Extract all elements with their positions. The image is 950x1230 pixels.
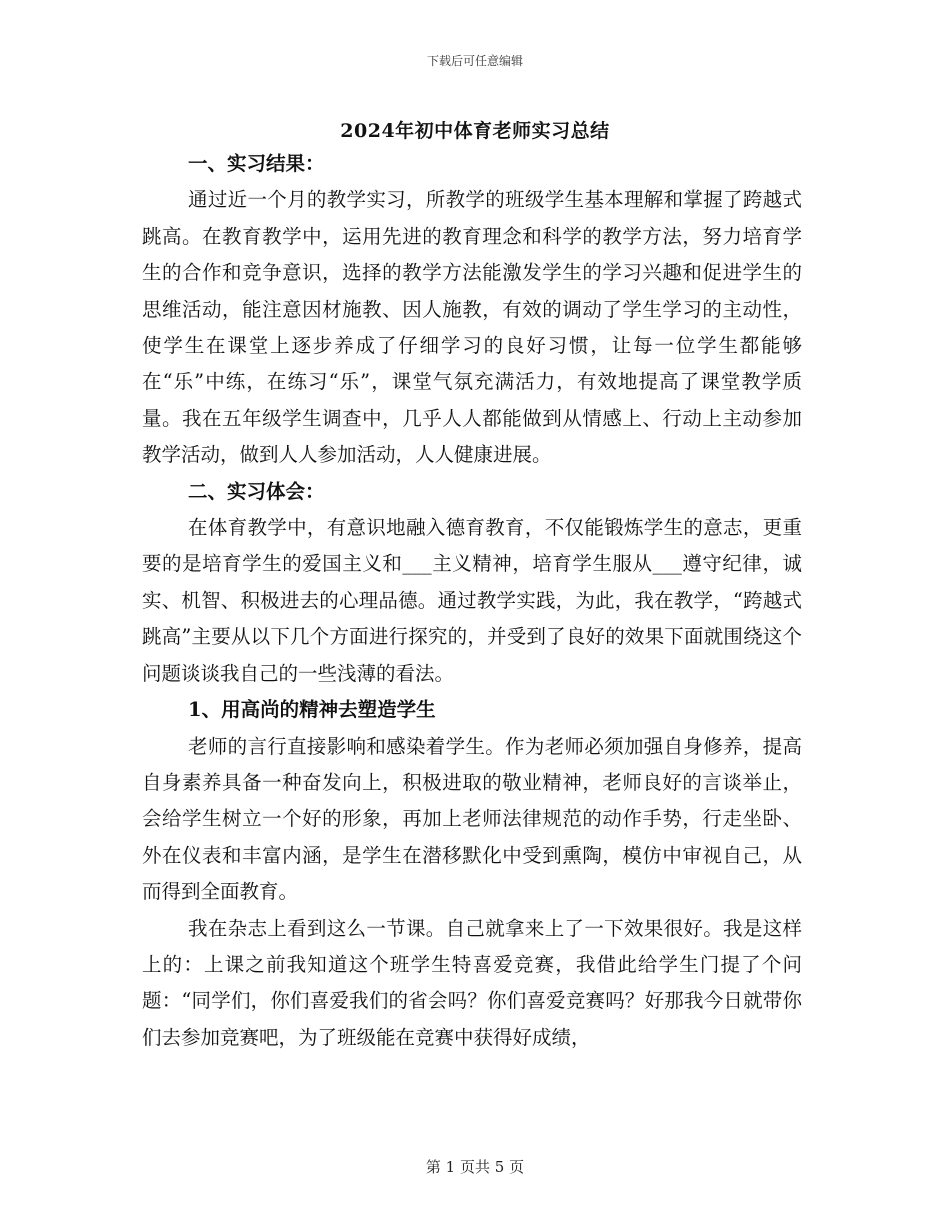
paragraph-lesson-example: 我在杂志上看到这么一节课。自己就拿来上了一下效果很好。我是这样上的：上课之前我知道这个班学生特喜爱竞赛，我借此给学生门提了个问题：“同学们，你们喜爱我们的省会吗？你们喜爱竞赛吗？好那我今日就带你们去参加竞赛吧，为了班级能在竞赛中获得好成绩， — [142, 916, 802, 1049]
paragraph-experience: 在体育教学中，有意识地融入德育教育，不仅能锻炼学生的意志，更重要的是培育学生的爱国主义和___主义精神，培育学生服从___遵守纪律，诚实、机智、积极进去的心理品德。通过教学实践，为此，我在教学，“跨越式跳高”主要从以下几个方面进行探究的，并受到了良好的效果下面就围绕这个问题谈谈我自己的一些浅薄的看法。 — [142, 516, 802, 685]
paragraph-results: 通过近一个月的教学实习，所教学的班级学生基本理解和掌握了跨越式跳高。在教育教学中，运用先进的教育理念和科学的教学方法，努力培育学生的合作和竞争意识，选择的教学方法能激发学生的学习兴趣和促进学生的思维活动，能注意因材施教、因人施教，有效的调动了学生学习的主动性，使学生在课堂上逐步养成了仔细学习的良好习惯，让每一位学生都能够在“乐”中练，在练习“乐”，课堂气氛充满活力，有效地提高了课堂教学质量。我在五年级学生调查中，几乎人人都能做到从情感上、行动上主动参加教学活动，做到人人参加活动，人人健康进展。 — [142, 188, 802, 467]
subsection-heading-spirit: 1、用高尚的精神去塑造学生 — [188, 698, 436, 722]
header-note: 下载后可任意编辑 — [426, 54, 523, 68]
page-footer: 第 1 页共 5 页 — [425, 1158, 525, 1176]
section-heading-results: 一、实习结果： — [188, 152, 325, 175]
section-heading-experience: 二、实习体会： — [188, 479, 325, 503]
document-title: 2024年初中体育老师实习总结 — [340, 120, 610, 142]
paragraph-spirit: 老师的言行直接影响和感染着学生。作为老师必须加强自身修养，提高自身素养具备一种奋发向上，积极进取的敬业精神，老师良好的言谈举止，会给学生树立一个好的形象，再加上老师法律规范的动作手势，行走坐卧、外在仪表和丰富内涵，是学生在潜移默化中受到熏陶，模仿中审视自己，从而得到全面教育。 — [142, 734, 802, 904]
document-body — [142, 146, 802, 1056]
